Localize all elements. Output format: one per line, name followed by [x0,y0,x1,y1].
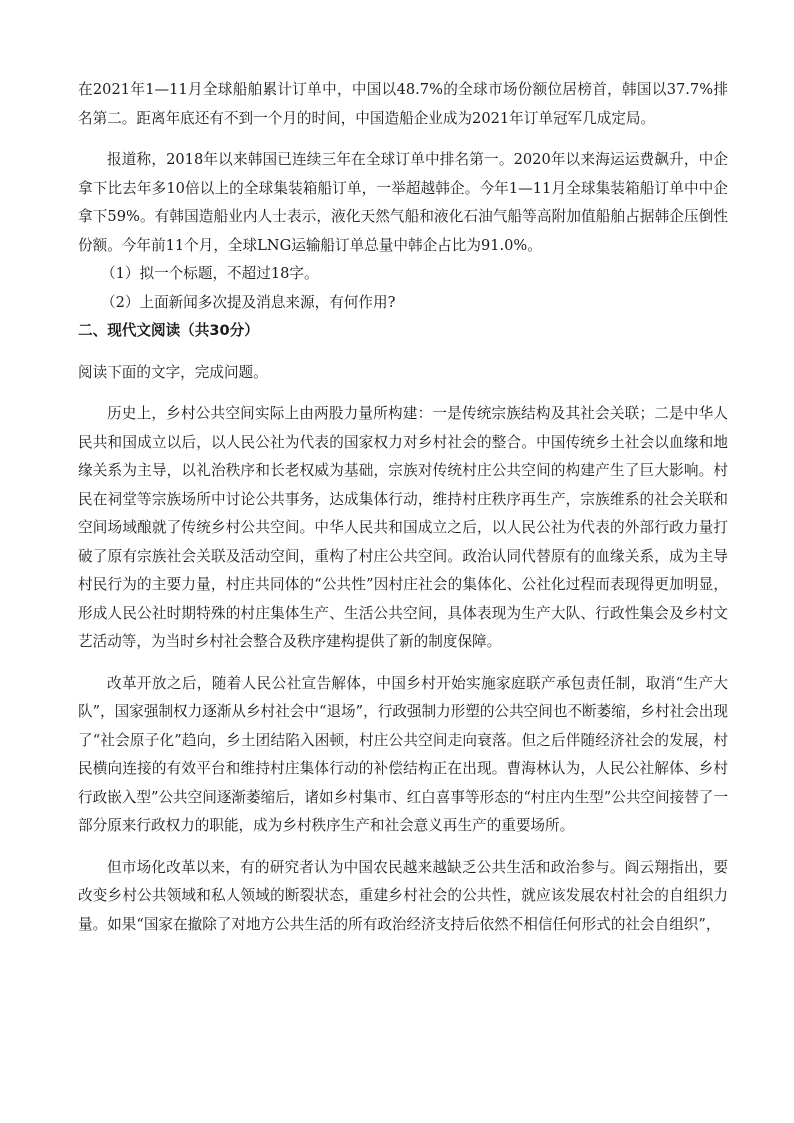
essay-paragraph-2: 改革开放之后，随着人民公社宣告解体，中国乡村开始实施家庭联产承包责任制，取消“生产大队”，国家强制权力逐渐从乡村社会中“退场”，行政强制力形塑的公共空间也不断萎缩，乡村社会出现了“社会原子化”趋向，乡土团结陷入困顿，村庄公共空间走向衰落。但之后伴随经济社会的发展，村民横向连接的有效平台和维持村庄集体行动的补偿结构正在出现。曹海林认为，人民公社解体、乡村行政嵌入型”公共空间逐渐萎缩后，诸如乡村集市、红白喜事等形态的“村庄内生型”公共空间接替了一部分原来行政权力的职能，成为乡村秩序生产和社会意义再生产的重要场所。 [78,674,728,834]
essay-paragraph-3: 但市场化改革以来，有的研究者认为中国农民越来越缺乏公共生活和政治参与。阎云翔指出，要改变乡村公共领域和私人领域的断裂状态，重建乡村社会的公共性，就应该发展农村社会的自组织力量。如果“国家在撤除了对地方公共生活的所有政治经济支持后依然不相信任何形式的社会自组织”， [78,858,728,933]
question-1: （1）拟一个标题，不超过18字。 [101,265,319,282]
document-content [78,76,728,939]
essay-paragraph-1: 历史上，乡村公共空间实际上由两股力量所构建：一是传统宗族结构及其社会关联；二是中华人民共和国成立以后，以人民公社为代表的国家权力对乡村社会的整合。中国传统乡土社会以血缘和地缘关系为主导，以礼治秩序和长老权威为基础，宗族对传统村庄公共空间的构建产生了巨大影响。村民在祠堂等宗族场所中讨论公共事务，达成集体行动，维持村庄秩序再生产，宗族维系的社会关联和空间场域酿就了传统乡村公共空间。中华人民共和国成立之后，以人民公社为代表的外部行政力量打破了原有宗族社会关联及活动空间，重构了村庄公共空间。政治认同代替原有的血缘关系，成为主导村民行为的主要力量，村庄共同体的“公共性”因村庄社会的集体化、公社化过程而表现得更加明显，形成人民公社时期特殊的村庄集体生产、生活公共空间，具体表现为生产大队、行政性集会及乡村文艺活动等，为当时乡村社会整合及秩序建构提供了新的制度保障。 [78,405,728,650]
question-2: （2）上面新闻多次提及消息来源，有何作用? [101,293,396,311]
section-heading: 二、现代文阅读（共30分） [78,322,259,339]
news-paragraph-1: 在2021年1—11月全球船舶累计订单中，中国以48.7%的全球市场份额位居榜首，韩国以37.7%排名第二。距离年底还有不到一个月的时间，中国造船企业成为2021年订单冠军几成定局。 [78,81,728,127]
reading-instruction: 阅读下面的文字，完成问题。 [78,363,268,381]
news-paragraph-2: 报道称，2018年以来韩国已连续三年在全球订单中排名第一。2020年以来海运运费飙升，中企拿下比去年多10倍以上的全球集装箱船订单，一举超越韩企。今年1—11月全球集装箱船订单中中企拿下59%。有韩国造船业内人士表示，液化天然气船和液化石油气船等高附加值船舶占据韩企压倒性份额。今年前11个月，全球LNG运输船订单总量中韩企占比为91.0%。 [78,151,728,254]
